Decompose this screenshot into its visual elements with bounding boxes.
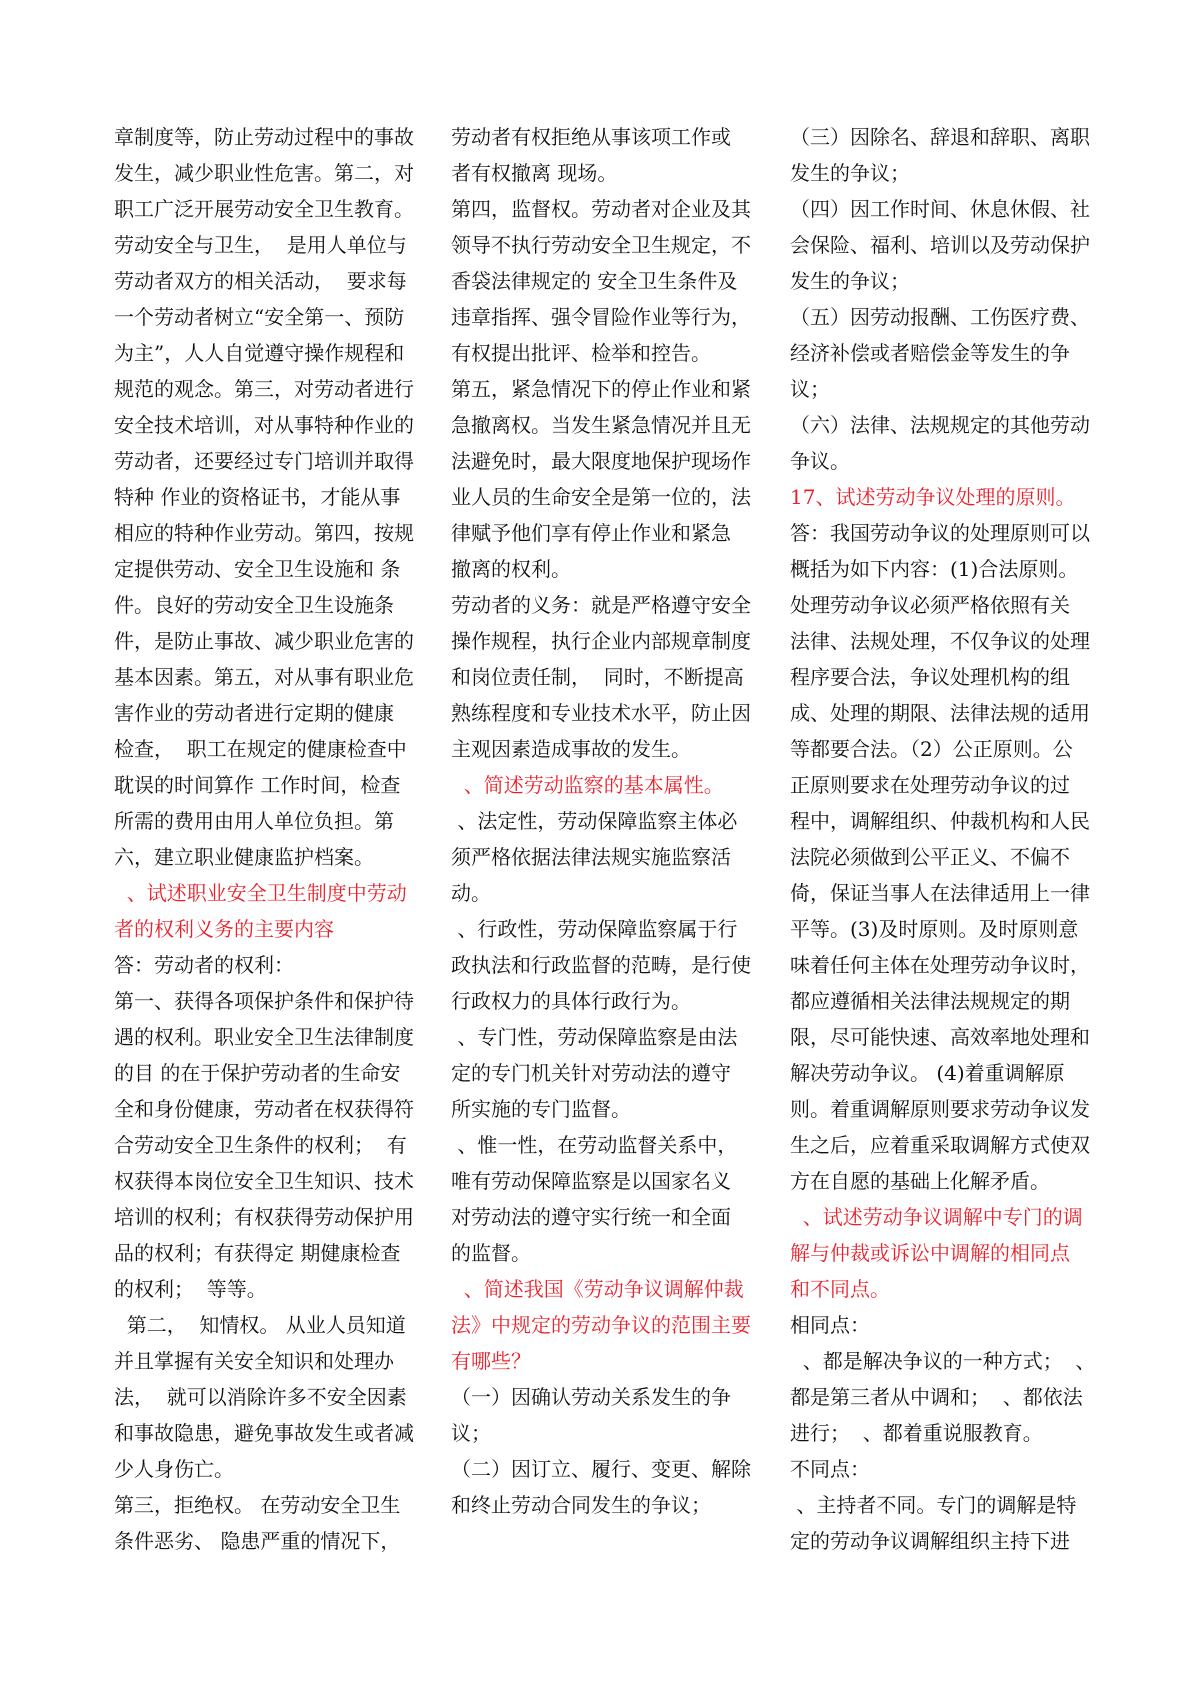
- text-line: 程中，调解组织、仲裁机构和人民: [790, 809, 1090, 833]
- text-line: 程序要合法，争议处理机构的组: [790, 665, 1070, 689]
- text-line: （六）法律、法规规定的其他劳动: [790, 413, 1090, 437]
- text-line: 正原则要求在处理劳动争议的过: [790, 773, 1070, 797]
- text-line: 的权利； 等等。: [114, 1277, 267, 1301]
- text-line: 的目 的在于保护劳动者的生命安: [114, 1061, 401, 1085]
- heading-line: 、简述我国《劳动争议调解仲裁: [451, 1277, 744, 1301]
- text-column-left: [114, 119, 414, 1559]
- text-line: 特种 作业的资格证书，才能从事: [114, 485, 401, 509]
- text-line: 行政权力的具体行政行为。: [451, 989, 691, 1013]
- text-line: 基本因素。第五，对从事有职业危: [114, 665, 414, 689]
- text-line: 急撤离权。当发生紧急情况并且无: [451, 413, 751, 437]
- text-line: 少人身伤亡。: [114, 1457, 234, 1481]
- heading-line: 者的权利义务的主要内容: [114, 917, 334, 941]
- text-line: 六，建立职业健康监护档案。: [114, 845, 374, 869]
- text-line: 劳动者，还要经过专门培训并取得: [114, 449, 414, 473]
- text-line: 经济补偿或者赔偿金等发生的争: [790, 341, 1070, 365]
- text-line: 不同点：: [790, 1457, 870, 1481]
- text-line: 、都是解决争议的一种方式； 、: [790, 1349, 1096, 1373]
- text-line: 第三，拒绝权。 在劳动安全卫生: [114, 1493, 401, 1517]
- text-line: 和岗位责任制， 同时，不断提高: [451, 665, 744, 689]
- text-line: 相同点：: [790, 1313, 870, 1337]
- heading-line: 法》中规定的劳动争议的范围主要: [451, 1313, 751, 1337]
- text-line: 熟练程度和专业技术水平，防止因: [451, 701, 751, 725]
- text-line: 规范的观念。第三，对劳动者进行: [114, 377, 414, 401]
- text-line: 定提供劳动、安全卫生设施和 条: [114, 557, 401, 581]
- heading-line: 有哪些？: [451, 1349, 531, 1373]
- text-line: （一）因确认劳动关系发生的争: [451, 1385, 731, 1409]
- text-line: 定的专门机关针对劳动法的遵守: [451, 1061, 731, 1085]
- text-line: 并且掌握有关安全知识和处理办: [114, 1349, 394, 1373]
- text-line: 业人员的生命安全是第一位的，法: [451, 485, 751, 509]
- text-line: 合劳动安全卫生条件的权利； 有: [114, 1133, 407, 1157]
- text-line: 为主”，人人自觉遵守操作规程和: [114, 341, 405, 365]
- text-line: 答：劳动者的权利：: [114, 953, 294, 977]
- text-line: 所需的费用由用人单位负担。第: [114, 809, 394, 833]
- text-line: 件。良好的劳动安全卫生设施条: [114, 593, 394, 617]
- heading-line: 、简述劳动监察的基本属性。: [451, 773, 724, 797]
- text-line: 遇的权利。职业安全卫生法律制度: [114, 1025, 414, 1049]
- text-line: 、惟一性，在劳动监督关系中，: [451, 1133, 738, 1157]
- text-line: 劳动安全与卫生， 是用人单位与: [114, 233, 407, 257]
- text-line: 培训的权利；有权获得劳动保护用: [114, 1205, 414, 1229]
- text-line: 成、处理的期限、法律法规的适用: [790, 701, 1090, 725]
- text-line: 第二， 知情权。 从业人员知道: [114, 1313, 406, 1337]
- text-line: 和事故隐患，避免事故发生或者减: [114, 1421, 414, 1445]
- text-line: 件，是防止事故、减少职业危害的: [114, 629, 414, 653]
- text-line: 劳动者有权拒绝从事该项工作或: [451, 125, 731, 149]
- text-line: 第一、获得各项保护条件和保护待: [114, 989, 414, 1013]
- text-line: 会保险、福利、培训以及劳动保护: [790, 233, 1090, 257]
- text-line: 法避免时，最大限度地保护现场作: [451, 449, 751, 473]
- text-line: 劳动者双方的相关活动， 要求每: [114, 269, 407, 293]
- text-line: 定的劳动争议调解组织主持下进: [790, 1529, 1070, 1553]
- text-line: 动。: [451, 881, 491, 905]
- text-line: 者有权撤离 现场。: [451, 161, 618, 185]
- text-line: 撤离的权利。: [451, 557, 571, 581]
- text-line: （二）因订立、履行、变更、解除: [451, 1457, 751, 1481]
- text-line: 答：我国劳动争议的处理原则可以: [790, 521, 1090, 545]
- text-line: 耽误的时间算作 工作时间，检查: [114, 773, 401, 797]
- text-line: 全和身份健康，劳动者在权获得符: [114, 1097, 414, 1121]
- text-line: 领导不执行劳动安全卫生规定，不: [451, 233, 751, 257]
- text-line: 法院必须做到公平正义、不偏不: [790, 845, 1070, 869]
- text-line: 等都要合法。（2）公正原则。公: [790, 737, 1073, 761]
- text-line: 倚，保证当事人在法律适用上一律: [790, 881, 1090, 905]
- text-line: 法， 就可以消除许多不安全因素: [114, 1385, 407, 1409]
- text-line: （三）因除名、辞退和辞职、离职: [790, 125, 1090, 149]
- text-line: （四）因工作时间、休息休假、社: [790, 197, 1090, 221]
- text-line: 操作规程，执行企业内部规章制度: [451, 629, 751, 653]
- text-column-right: [790, 119, 1096, 1559]
- text-line: 对劳动法的遵守实行统一和全面: [451, 1205, 731, 1229]
- text-line: 发生，减少职业性危害。第二，对: [114, 161, 414, 185]
- text-line: 发生的争议；: [790, 161, 910, 185]
- text-line: 都应遵循相关法律法规规定的期: [790, 989, 1070, 1013]
- heading-line: 、试述职业安全卫生制度中劳动: [114, 881, 407, 905]
- text-line: 所实施的专门监督。: [451, 1097, 631, 1121]
- text-line: 律赋予他们享有停止作业和紧急: [451, 521, 731, 545]
- heading-line: 解与仲裁或诉讼中调解的相同点: [790, 1241, 1070, 1265]
- text-line: 一个劳动者树立“安全第一、预防: [114, 305, 405, 329]
- text-line: 政执法和行政监督的范畴，是行使: [451, 953, 751, 977]
- text-line: 第四，监督权。劳动者对企业及其: [451, 197, 751, 221]
- text-line: 进行； 、都着重说服教育。: [790, 1421, 1043, 1445]
- text-line: 生之后，应着重采取调解方式使双: [790, 1133, 1090, 1157]
- heading-line: 和不同点。: [790, 1277, 890, 1301]
- text-line: 、行政性，劳动保障监察属于行: [451, 917, 738, 941]
- text-line: 品的权利；有获得定 期健康检查: [114, 1241, 401, 1265]
- text-line: 的监督。: [451, 1241, 531, 1265]
- text-line: 唯有劳动保障监察是以国家名义: [451, 1169, 731, 1193]
- text-line: 发生的争议；: [790, 269, 910, 293]
- text-line: 限，尽可能快速、高效率地处理和: [790, 1025, 1090, 1049]
- text-line: 主观因素造成事故的发生。: [451, 737, 691, 761]
- text-line: 味着任何主体在处理劳动争议时，: [790, 953, 1090, 977]
- text-line: 劳动者的义务：就是严格遵守安全: [451, 593, 751, 617]
- heading-line: 17、试述劳动争议处理的原则。: [790, 485, 1076, 509]
- text-line: 则。着重调解原则要求劳动争议发: [790, 1097, 1090, 1121]
- text-line: 、专门性，劳动保障监察是由法: [451, 1025, 738, 1049]
- text-line: 、主持者不同。专门的调解是特: [790, 1493, 1077, 1517]
- text-line: 争议。: [790, 449, 850, 473]
- text-line: （五）因劳动报酬、工伤医疗费、: [790, 305, 1090, 329]
- text-line: 议；: [451, 1421, 491, 1445]
- text-line: 都是第三者从中调和； 、都依法: [790, 1385, 1083, 1409]
- text-line: 、法定性，劳动保障监察主体必: [451, 809, 738, 833]
- text-line: 议；: [790, 377, 830, 401]
- text-line: 处理劳动争议必须严格依照有关: [790, 593, 1070, 617]
- text-line: 害作业的劳动者进行定期的健康: [114, 701, 394, 725]
- text-line: 职工广泛开展劳动安全卫生教育。: [114, 197, 414, 221]
- text-line: 相应的特种作业劳动。第四，按规: [114, 521, 414, 545]
- text-line: 概括为如下内容：(1)合法原则。: [790, 557, 1079, 581]
- text-column-middle: [451, 119, 751, 1523]
- text-line: 章制度等，防止劳动过程中的事故: [114, 125, 414, 149]
- text-line: 方在自愿的基础上化解矛盾。: [790, 1169, 1050, 1193]
- text-line: 有权提出批评、检举和控告。: [451, 341, 711, 365]
- text-line: 权获得本岗位安全卫生知识、技术: [114, 1169, 414, 1193]
- text-line: 须严格依据法律法规实施监察活: [451, 845, 731, 869]
- text-line: 条件恶劣、 隐患严重的情况下，: [114, 1529, 401, 1553]
- text-line: 解决劳动争议。 (4)着重调解原: [790, 1061, 1065, 1085]
- text-line: 香袋法律规定的 安全卫生条件及: [451, 269, 738, 293]
- heading-line: 、试述劳动争议调解中专门的调: [790, 1205, 1083, 1229]
- text-line: 法律、法规处理，不仅争议的处理: [790, 629, 1090, 653]
- text-line: 和终止劳动合同发生的争议；: [451, 1493, 711, 1517]
- text-line: 第五，紧急情况下的停止作业和紧: [451, 377, 751, 401]
- text-line: 检查， 职工在规定的健康检查中: [114, 737, 407, 761]
- text-line: 违章指挥、强令冒险作业等行为，: [451, 305, 751, 329]
- text-line: 安全技术培训，对从事特种作业的: [114, 413, 414, 437]
- text-line: 平等。(3)及时原则。及时原则意: [790, 917, 1079, 941]
